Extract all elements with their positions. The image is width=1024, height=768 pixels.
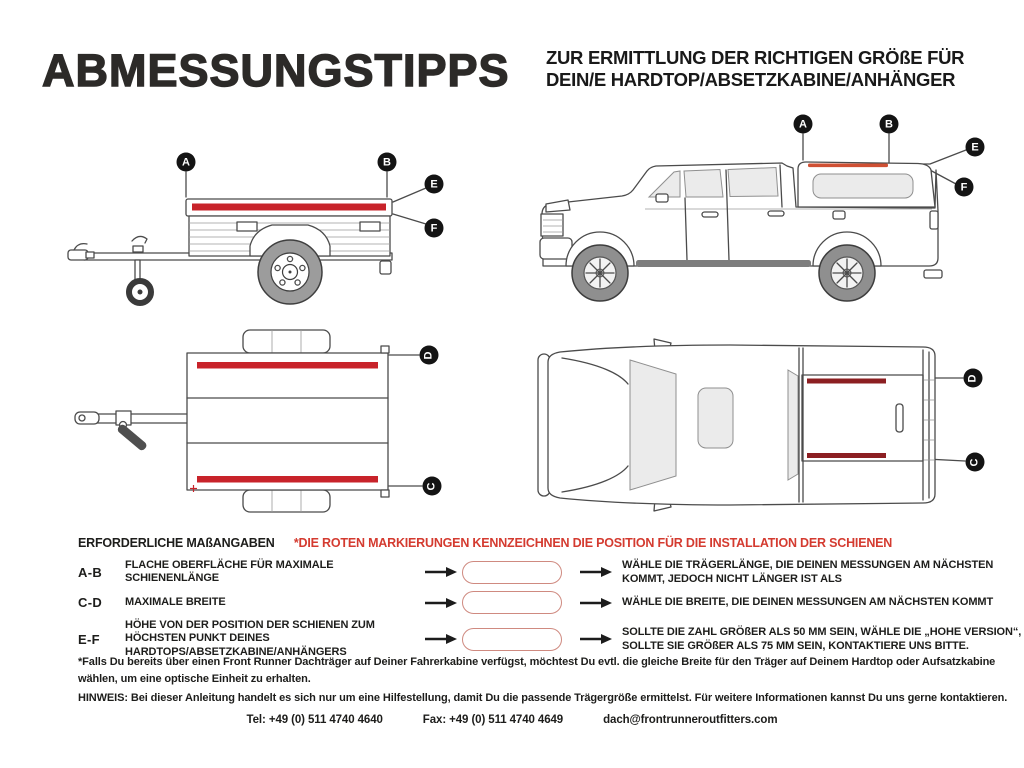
bed-rail-stripe-left (807, 379, 886, 384)
contact-fax: Fax: +49 (0) 511 4740 4649 (422, 714, 564, 726)
rail-position-stripe-left (197, 362, 378, 369)
marker-a (177, 153, 196, 172)
subtitle-line-1: ZUR ERMITTLUNG DER RICHTIGEN GRÖßE FÜR (546, 47, 965, 68)
svg-text:D: D (422, 351, 435, 360)
arrow-right-icon (580, 559, 622, 585)
marker-c (423, 477, 442, 496)
row-label-ef: E-F (78, 631, 100, 647)
marker-f (955, 178, 974, 197)
svg-text:F: F (960, 181, 968, 194)
measurements-heading-row (78, 536, 892, 550)
trailer-top-view-diagram (40, 325, 480, 525)
trailer-wheel (250, 225, 330, 304)
row-result-ef: SOLLTE DIE ZAHL GRÖßER ALS 50 MM SEIN, WÄHLE DIE „HOHE VERSION“, SOLLTE SIE GRÖßER ALS 75 MM SEIN, KONTAKTIERE UNS BITTE. (622, 625, 1022, 653)
row-label-ab: A-B (78, 564, 103, 580)
red-markings-note: *DIE ROTEN MARKIERUNGEN KENNZEICHNEN DIE POSITION FÜR DIE INSTALLATION DER SCHIENEN (293, 536, 893, 550)
contact-bar (0, 714, 1024, 726)
arrow-right-icon (425, 559, 462, 585)
measurement-pill-cd-cell (462, 590, 580, 616)
svg-text:D: D (966, 374, 979, 383)
arrow-right-icon (425, 590, 462, 616)
rail-position-stripe (192, 204, 386, 211)
marker-b (880, 115, 899, 134)
marker-d (420, 346, 439, 365)
marker-d (964, 369, 983, 388)
marker-e (425, 175, 444, 194)
measurements-heading: ERFORDERLICHE MAßANGABEN (78, 536, 275, 550)
contact-email: dach@frontrunneroutfitters.com (603, 714, 778, 726)
marker-e (966, 138, 985, 157)
trailer-side-view-diagram (40, 120, 470, 320)
contact-tel: Tel: +49 (0) 511 4740 4640 (246, 714, 383, 726)
asterisk-footnote: *Falls Du bereits über einen Front Runner Dachträger auf Deiner Fahrerkabine verfügst, möchtest Du evtl. die gleiche Breite für den Träger auf Deinem Hardtop oder Aufsatzkabine wählen, um eine optische Einheit zu erhalten. (78, 656, 996, 686)
trailer-top-body (187, 330, 389, 512)
svg-text:E: E (430, 178, 438, 191)
row-description-ef: HÖHE VON DER POSITION DER SCHIENEN ZUM HÖCHSTEN PUNKT DEINES HARDTOPS/ABSETZKABINE/ANHÄNGERS (125, 618, 375, 659)
measurement-value-field-cd[interactable] (462, 591, 562, 614)
svg-text:B: B (885, 118, 893, 131)
trailer-top-hitch (75, 411, 188, 452)
canopy-rail-stripe (808, 164, 888, 168)
page-title: ABMESSUNGSTIPPS (42, 45, 510, 96)
marker-b (378, 153, 397, 172)
arrow-right-icon (580, 590, 622, 616)
row-description-cd: MAXIMALE BREITE (125, 595, 226, 608)
measurement-value-field-ef[interactable] (462, 628, 562, 651)
row-description-ab: FLACHE OBERFLÄCHE FÜR MAXIMALE SCHIENENLÄNGE (125, 558, 334, 585)
measurement-value-field-ab[interactable] (462, 561, 562, 584)
hinweis-footnote: HINWEIS: Bei dieser Anleitung handelt es sich nur um eine Hilfestellung, damit Du die passende Trägergröße ermittelst. Für weitere Informationen kannst Du uns gerne kontaktieren. (78, 692, 1008, 704)
marker-f (425, 219, 444, 238)
svg-text:E: E (971, 141, 979, 154)
svg-text:C: C (968, 458, 981, 467)
truck-side-view-diagram (530, 108, 1012, 308)
arrow-right-icon (425, 626, 462, 652)
svg-text:B: B (383, 156, 391, 169)
row-result-cd: WÄHLE DIE BREITE, DIE DEINEN MESSUNGEN AM NÄCHSTEN KOMMT (622, 596, 994, 609)
svg-text:F: F (430, 222, 438, 235)
row-result-ab: WÄHLE DIE TRÄGERLÄNGE, DIE DEINEN MESSUNGEN AM NÄCHSTEN KOMMT, JEDOCH NICHT LÄNGER IST ALS (622, 559, 994, 586)
truck-top-body (538, 339, 935, 511)
arrow-right-icon (580, 626, 622, 652)
leader-lines (389, 355, 422, 486)
marker-a (794, 115, 813, 134)
svg-text:C: C (425, 482, 438, 491)
truck-top-view-diagram (530, 330, 1010, 520)
truck-canopy (798, 162, 935, 207)
svg-text:A: A (799, 118, 807, 131)
subtitle-line-2: DEIN/E HARDTOP/ABSETZKABINE/ANHÄNGER (546, 68, 956, 90)
rail-position-stripe-right (197, 476, 378, 483)
measurement-rows (78, 558, 1024, 660)
bed-rail-stripe-right (807, 453, 886, 458)
page-subtitle (546, 47, 964, 91)
row-label-cd: C-D (78, 595, 103, 611)
measurement-pill-ab-cell (462, 559, 580, 585)
svg-text:A: A (182, 156, 190, 169)
measurement-pill-ef-cell (462, 626, 580, 652)
marker-c (966, 453, 985, 472)
